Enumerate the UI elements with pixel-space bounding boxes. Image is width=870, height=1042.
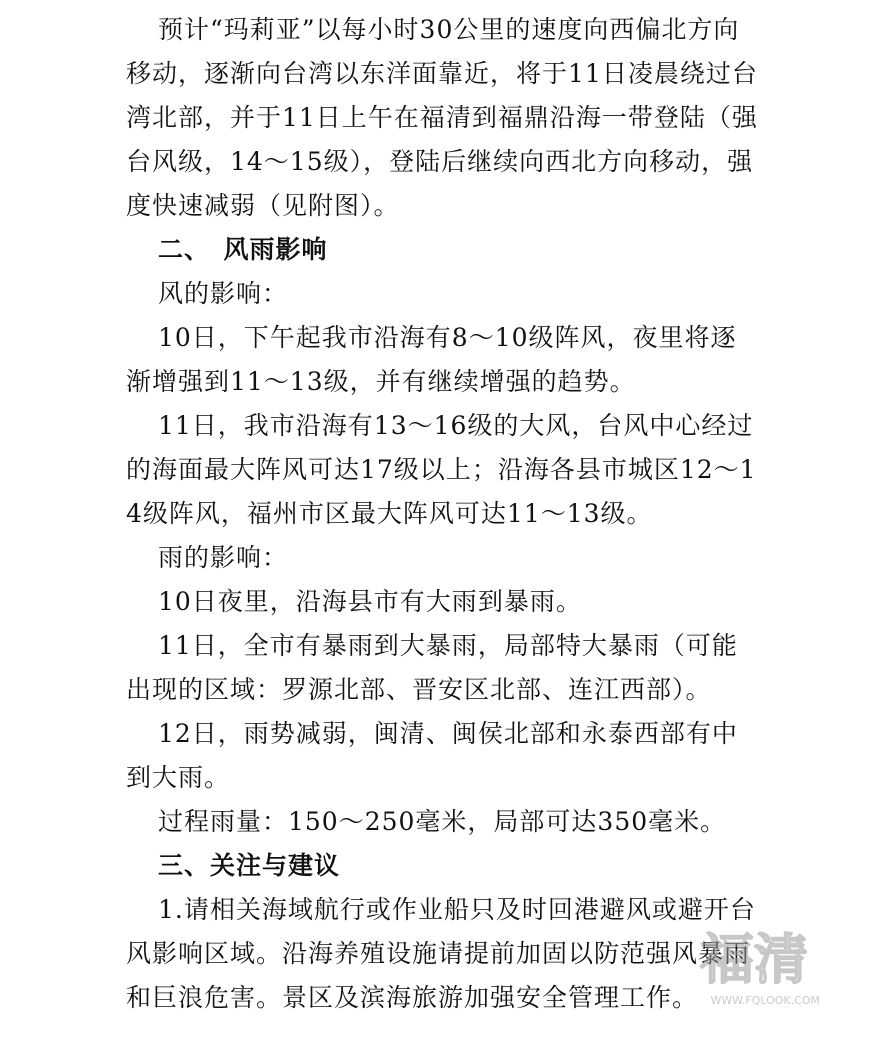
paragraph-total-rainfall: 过程雨量：150～250毫米，局部可达350毫米。 (158, 807, 727, 836)
heading-attention-advice: 三、关注与建议 (158, 851, 341, 880)
paragraph-wind-day10: 10日，下午起我市沿海有8～10级阵风，夜里将逐渐增强到11～13级，并有继续增强的趋势。 (126, 323, 737, 396)
paragraph-wind-day11: 11日，我市沿海有13～16级的大风，台风中心经过的海面最大阵风可达17级以上；沿海各县市城区12～14级阵风，福州市区最大阵风可达11～13级。 (126, 411, 757, 528)
paragraph-typhoon-track: 预计“玛莉亚”以每小时30公里的速度向西偏北方向移动，逐渐向台湾以东洋面靠近，将于11日凌晨绕过台湾北部，并于11日上午在福清到福鼎沿海一带登陆（强台风级，14～15级），登陆后继续向西北方向移动，强度快速减弱（见附图）。 (126, 15, 758, 220)
watermark-url-text: WWW.FQLOOK.COM (710, 994, 820, 1007)
paragraph-rain-day11: 11日，全市有暴雨到大暴雨，局部特大暴雨（可能出现的区域：罗源北部、晋安区北部、连江西部）。 (126, 631, 738, 704)
subheading-wind-impact: 风的影响： (158, 279, 289, 308)
paragraph-rain-day12: 12日，雨势减弱，闽清、闽侯北部和永泰西部有中到大雨。 (126, 719, 738, 792)
heading-wind-rain-impact: 二、 风雨影响 (158, 235, 328, 264)
paragraph-rain-day10: 10日夜里，沿海县市有大雨到暴雨。 (158, 587, 582, 616)
watermark-logo-text: 福清 (700, 928, 808, 991)
subheading-rain-impact: 雨的影响： (158, 543, 289, 572)
paragraph-advice-1: 1.请相关海域航行或作业船只及时回港避风或避开台风影响区域。沿海养殖设施请提前加固以防范强风暴雨和巨浪危害。景区及滨海旅游加强安全管理工作。 (126, 895, 756, 1012)
